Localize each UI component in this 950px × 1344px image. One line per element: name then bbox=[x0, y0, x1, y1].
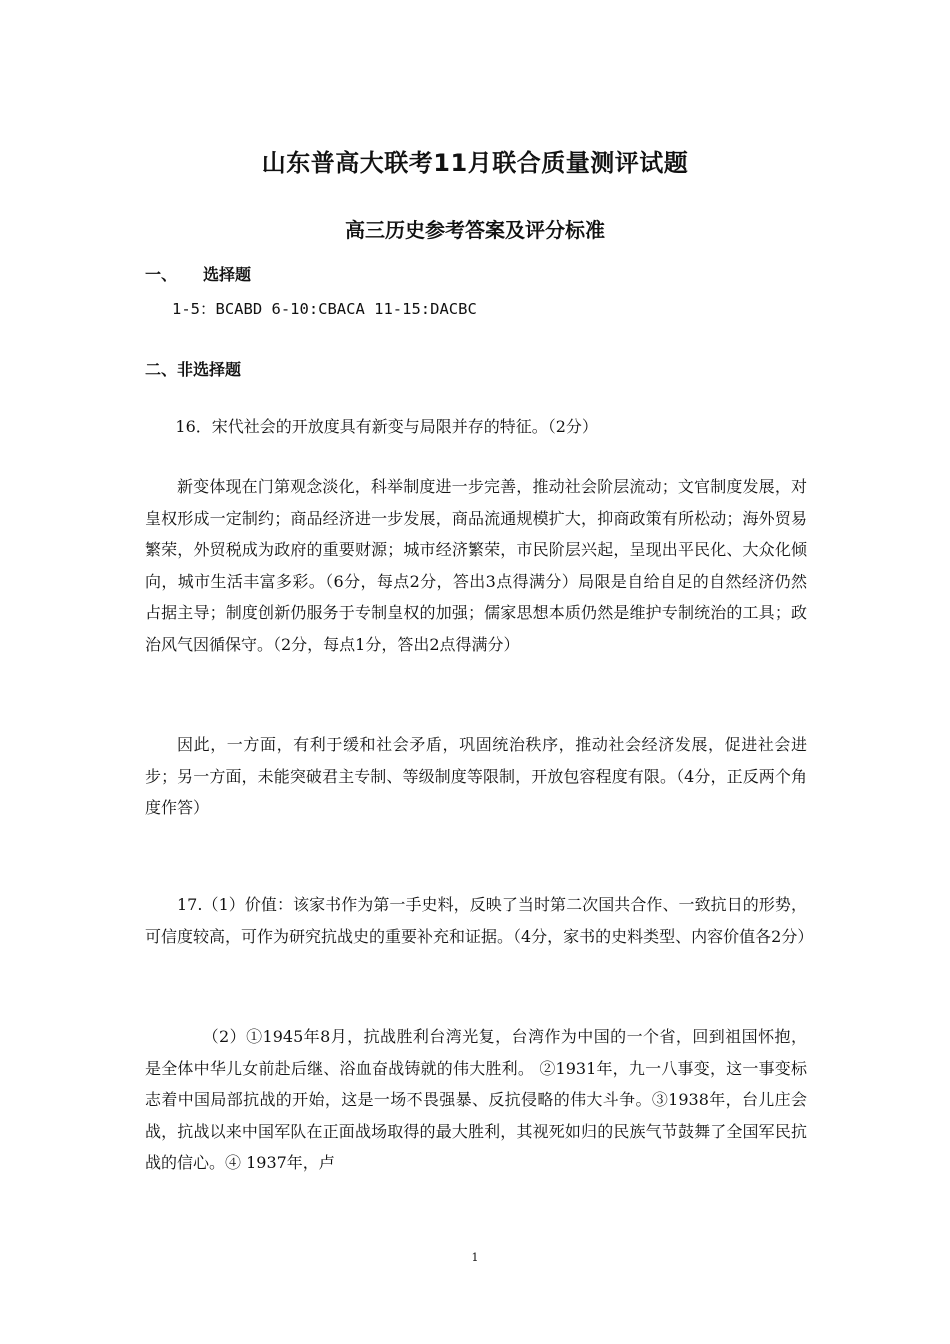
section-heading-nonchoice: 二、非选择题 bbox=[145, 360, 242, 379]
q16-intro: 16．宋代社会的开放度具有新变与局限并存的特征。（2分） bbox=[175, 417, 598, 436]
q16-body: 新变体现在门第观念淡化，科举制度进一步完善，推动社会阶层流动；文官制度发展，对皇权形成一定制约；商品经济进一步发展，商品流通规模扩大，抑商政策有所松动；海外贸易繁荣，外贸税成为政府的重要财源；城市经济繁荣，市民阶层兴起，呈现出平民化、大众化倾向，城市生活丰富多彩。（6分，每点2分，答出3点得满分）局限是自给自足的自然经济仍然占据主导；制度创新仍服务于专制皇权的加强；儒家思想本质仍然是维护专制统治的工具；政治风气因循保守。（2分，每点1分，答出2点得满分） bbox=[145, 477, 807, 654]
document-title: 山东普高大联考11月联合质量测评试题 bbox=[261, 149, 689, 177]
q17-part2: （2）①1945年8月，抗战胜利台湾光复，台湾作为中国的一个省，回到祖国怀抱，是全体中华儿女前赴后继、浴血奋战铸就的伟大胜利。 ②1931年，九一八事变，这一事变标志着中国局部抗战的开始，这是一场不畏强暴、反抗侵略的伟大斗争。③1938年，台儿庄会战，抗战以来中国军队在正面战场取得的最大胜利，其视死如归的民族气节鼓舞了全国军民抗战的信心。④ 1937年，卢 bbox=[145, 1027, 807, 1172]
q17-part1: 17.（1）价值：该家书作为第一手史料，反映了当时第二次国共合作、一致抗日的形势，可信度较高，可作为研究抗战史的重要补充和证据。（4分，家书的史料类型、内容价值各2分） bbox=[145, 895, 814, 946]
choice-answers: 1-5：BCABD 6-10:CBACA 11-15:DACBC bbox=[172, 300, 477, 318]
document-subtitle: 高三历史参考答案及评分标准 bbox=[345, 218, 605, 242]
q16-conclusion: 因此，一方面，有利于缓和社会矛盾，巩固统治秩序，推动社会经济发展，促进社会进步；另一方面，未能突破君主专制、等级制度等限制，开放包容程度有限。（4分，正反两个角度作答） bbox=[145, 735, 807, 817]
section-title: 选择题 bbox=[203, 265, 252, 284]
section-heading-choice bbox=[145, 262, 251, 285]
page-number: 1 bbox=[471, 1251, 479, 1264]
section-number: 一、 bbox=[145, 265, 178, 284]
